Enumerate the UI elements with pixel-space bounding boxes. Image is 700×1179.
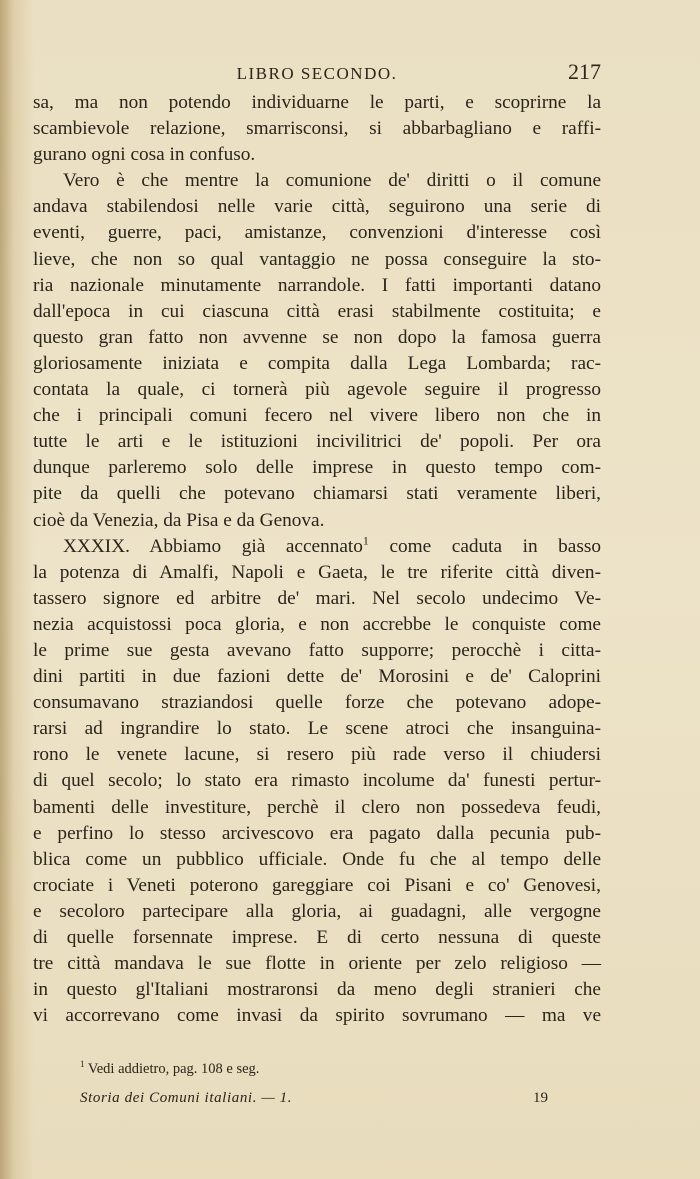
body-text — [33, 90, 601, 1029]
text-line: ria nazionale minutamente narrandole. I fatti importanti datano — [33, 274, 601, 296]
text-line: scambievole relazione, smarrisconsi, si abbarbagliano e raffi- — [33, 118, 601, 140]
footnote-ref: 1 — [362, 533, 369, 548]
text-line: di quel secolo; lo stato era rimasto incolume da' funesti pertur- — [33, 770, 601, 792]
line-start: XXXIX. Abbiamo già accennato — [63, 535, 363, 557]
text-line: andava stabilendosi nelle varie città, seguirono una serie di — [33, 196, 601, 218]
text-line: gloriosamente iniziata e compita dalla Lega Lombarda; rac- — [33, 352, 601, 374]
text-line: e perfino lo stesso arcivescovo era pagato dalla pecunia pub- — [33, 822, 601, 844]
text-line: tutte le arti e le istituzioni incivilitrici de' popoli. Per ora — [33, 431, 601, 453]
text-line: pite da quelli che potevano chiamarsi stati veramente liberi, — [33, 483, 601, 505]
text-line: consumavano straziandosi quelle forze che potevano adope- — [33, 692, 601, 714]
text-line: nezia acquistossi poca gloria, e non accrebbe le conquiste come — [33, 613, 601, 635]
text-line: blica come un pubblico ufficiale. Onde fu che al tempo delle — [33, 848, 601, 870]
text-line: contata la quale, ci tornerà più agevole seguire il progresso — [33, 379, 601, 401]
text-line: rarsi ad ingrandire lo stato. Le scene atroci che insanguina- — [33, 718, 601, 740]
text-line: rono le venete lacune, si resero più rade verso il chiudersi — [33, 744, 601, 766]
signature-number: 19 — [533, 1090, 548, 1106]
text-line: eventi, guerre, paci, amistanze, convenzioni d'interesse così — [33, 222, 601, 244]
text-line: che i principali comuni fecero nel vivere libero non che in — [33, 405, 601, 427]
text-line: sa, ma non potendo individuarne le parti, e scoprirne la — [33, 92, 601, 113]
text-line: crociate i Veneti poterono gareggiare coi Pisani e co' Genovesi, — [33, 874, 601, 896]
signature-line — [80, 1090, 548, 1110]
text-line: questo gran fatto non avvenne se non dopo la famosa guerra — [33, 326, 601, 348]
running-title: LIBRO SECONDO. — [236, 64, 398, 83]
line-end: come caduta in basso — [389, 535, 602, 557]
text-line: le prime sue gesta avevano fatto supporre; perocchè i citta- — [33, 639, 601, 661]
text-line: tassero signore ed arbitre de' mari. Nel secolo undecimo Ve- — [33, 587, 601, 609]
text-line: dunque parleremo solo delle imprese in questo tempo com- — [33, 457, 601, 479]
text-line: vi accorrevano come invasi da spirito sovrumano — ma ve — [33, 1005, 601, 1027]
signature-title: Storia dei Comuni italiani. — 1. — [80, 1090, 293, 1106]
text-line: Vero è che mentre la comunione de' diritti o il comune — [63, 170, 601, 192]
text-line: dini partiti in due fazioni dette de' Morosini e de' Caloprini — [33, 666, 601, 688]
footnote-mark: 1 — [80, 1059, 85, 1070]
text-line: bamenti delle investiture, perchè il clero non possedeva feudi, — [33, 796, 601, 818]
text-line: di quelle forsennate imprese. E di certo nessuna di queste — [33, 927, 601, 948]
running-head — [33, 60, 601, 86]
text-line: la potenza di Amalfi, Napoli e Gaeta, le tre riferite città diven- — [33, 561, 601, 583]
text-line: lieve, che non so qual vantaggio ne possa conseguire la sto- — [33, 248, 601, 270]
footnote — [80, 1061, 259, 1078]
text-line: tre città mandava le sue flotte in oriente per zelo religioso — — [33, 953, 601, 975]
page-number: 217 — [568, 59, 601, 84]
text-line: dall'epoca in cui ciascuna città erasi stabilmente costituita; e — [33, 300, 601, 322]
text-line: cioè da Venezia, da Pisa e da Genova. — [33, 509, 325, 531]
text-line: in questo gl'Italiani mostraronsi da meno degli stranieri che — [33, 979, 601, 1001]
text-line-with-footnote-ref — [33, 534, 601, 560]
footnote-text: Vedi addietro, pag. 108 e seg. — [87, 1061, 260, 1077]
text-line: e secoloro partecipare alla gloria, ai guadagni, alle vergogne — [33, 900, 601, 922]
text-line: gurano ogni cosa in confuso. — [33, 144, 256, 166]
